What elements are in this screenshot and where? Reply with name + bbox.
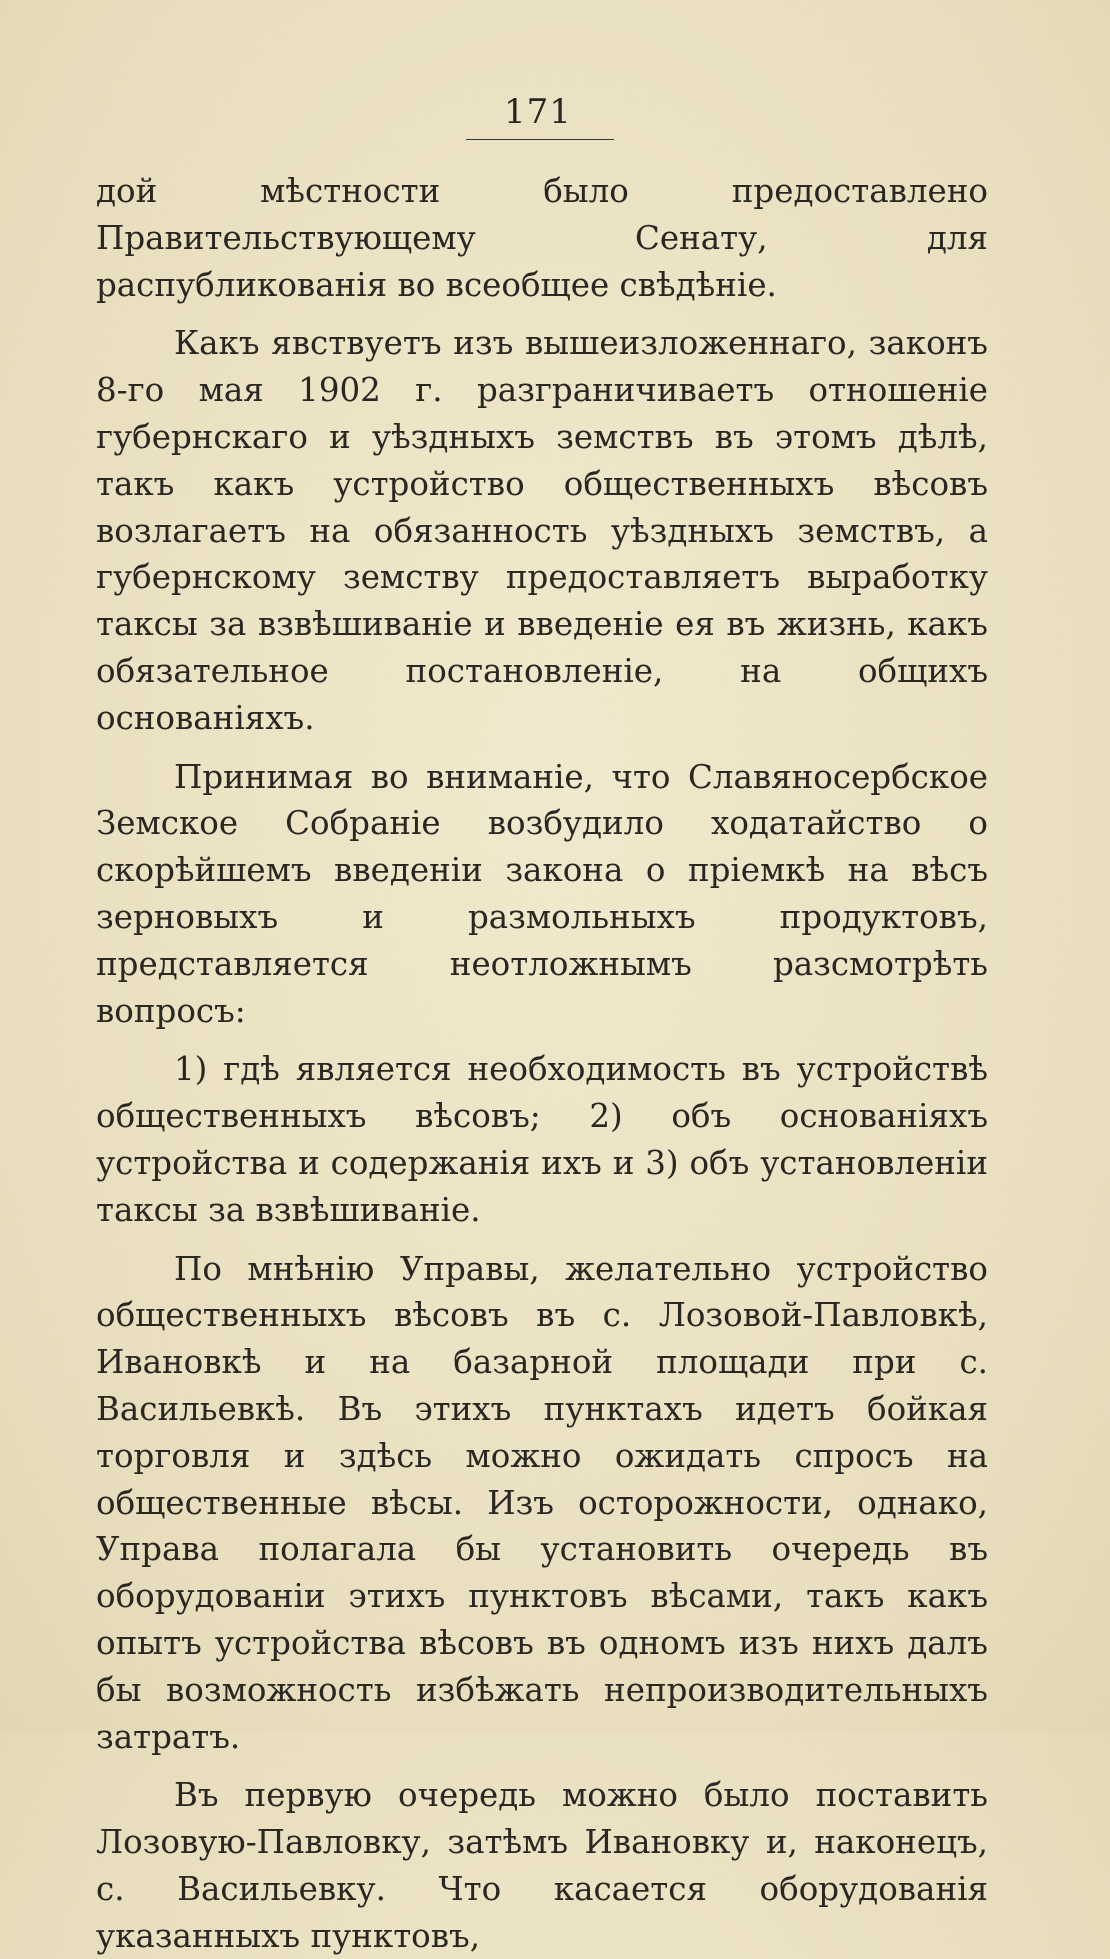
body-text <box>96 168 988 1959</box>
paragraph-questions-list: 1) гдѣ является необходимость въ устройствѣ общественныхъ вѣсовъ; 2) объ основаніяхъ устройства и содержанія ихъ и 3) объ установленіи таксы за взвѣшиваніе. <box>96 1050 988 1229</box>
paragraph-slavyanoserbsk-petition: Принимая во вниманіе, что Славяносербское Земское Собраніе возбудило ходатайство о скорѣйшемъ введеніи закона о пріемкѣ на вѣсъ зерновыхъ и размольныхъ продуктовъ, представляется неотложнымъ разсмотрѣть вопросъ: <box>96 757 988 1030</box>
paragraph-continuation: дой мѣстности было предоставлено Правительствующему Сенату, для распубликованія во всеобщее свѣдѣніе. <box>96 172 988 304</box>
page-number-rule <box>466 139 614 140</box>
paragraph-first-priority: Въ первую очередь можно было поставить Лозовую-Павловку, затѣмъ Ивановку и, наконецъ, с. Васильевку. Что касается оборудованія указанныхъ пунктовъ, <box>96 1776 988 1955</box>
paragraph-law-1902: Какъ явствуетъ изъ вышеизложеннаго, законъ 8-го мая 1902 г. разграничиваетъ отношеніе губернскаго и уѣздныхъ земствъ въ этомъ дѣлѣ, такъ какъ устройство общественныхъ вѣсовъ возлагаетъ на обязанность уѣздныхъ земствъ, а губернскому земству предоставляетъ выработку таксы за взвѣшиваніе и введеніе ея въ жизнь, какъ обязательное постановленіе, на общихъ основаніяхъ. <box>96 324 988 737</box>
paragraph-uprava-opinion: По мнѣнію Управы, желательно устройство общественныхъ вѣсовъ въ с. Лозовой-Павловкѣ, Ивановкѣ и на базарной площади при с. Васильевкѣ. Въ этихъ пунктахъ идетъ бойкая торговля и здѣсь можно ожидать спросъ на общественные вѣсы. Изъ осторожности, однако, Управа полагала бы установить очередь въ оборудованіи этихъ пунктовъ вѣсами, такъ какъ опытъ устройства вѣсовъ въ одномъ изъ нихъ далъ бы возможность избѣжать непроизводительныхъ затратъ. <box>96 1249 988 1756</box>
page-number: 171 <box>504 92 572 132</box>
